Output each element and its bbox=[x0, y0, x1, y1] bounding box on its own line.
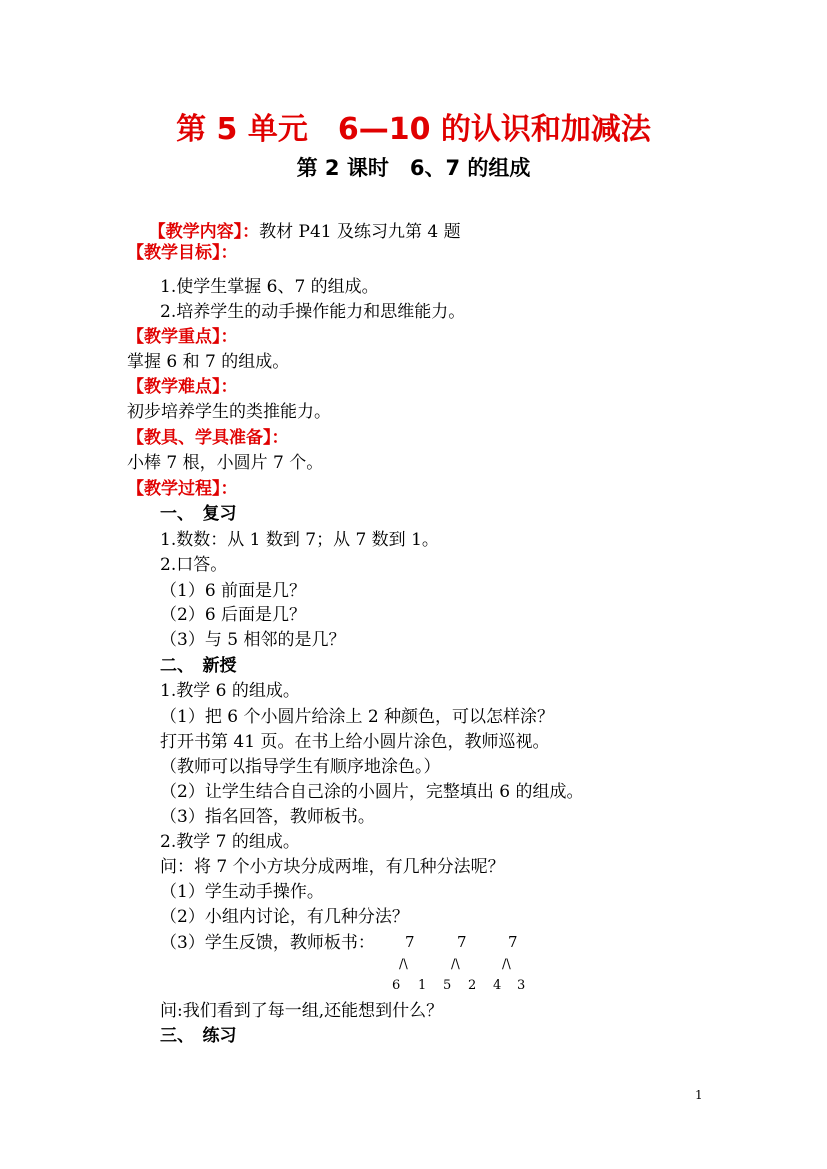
process-line: （教师可以指导学生有顺序地涂色。） bbox=[160, 757, 441, 777]
process-line: （1）6 前面是几？ bbox=[160, 581, 307, 601]
process-line: 问：将 7 个小方块分成两堆，有几种分法呢？ bbox=[160, 857, 505, 877]
process-line: （3）与 5 相邻的是几？ bbox=[160, 630, 346, 650]
unit-title: 第 5 单元 6—10 的认识和加减法 bbox=[176, 112, 651, 147]
key-points-text: 掌握 6 和 7 的组成。 bbox=[127, 352, 290, 372]
page-number: 1 bbox=[695, 1088, 703, 1102]
goal-item: 2.培养学生的动手操作能力和思维能力。 bbox=[160, 302, 466, 322]
board-part: 3 bbox=[517, 978, 526, 993]
process-line: 1.教学 6 的组成。 bbox=[160, 681, 300, 701]
content-label: 【教学内容】： bbox=[148, 222, 260, 242]
process-line: 2.教学 7 的组成。 bbox=[160, 832, 300, 852]
board-part: 6 bbox=[392, 978, 401, 993]
process-line: （1）学生动手操作。 bbox=[160, 882, 324, 902]
process-line: （3）指名回答，教师板书。 bbox=[160, 807, 375, 827]
board-branch: /\ bbox=[502, 957, 511, 972]
board-branch: /\ bbox=[451, 957, 460, 972]
process-line: （3）学生反馈，教师板书： bbox=[160, 933, 375, 953]
process-line: 2.口答。 bbox=[160, 555, 228, 575]
key-points-label: 【教学重点】： bbox=[127, 327, 238, 347]
process-line: （1）把 6 个小圆片给涂上 2 种颜色，可以怎样涂？ bbox=[160, 707, 555, 727]
process-line: （2）让学生结合自己涂的小圆片，完整填出 6 的组成。 bbox=[160, 782, 584, 802]
board-top: 7 bbox=[457, 933, 467, 951]
board-part: 1 bbox=[418, 978, 427, 993]
section-practice: 三、 练习 bbox=[160, 1026, 237, 1046]
section-review: 一、 复习 bbox=[160, 504, 237, 524]
board-part: 5 bbox=[443, 978, 452, 993]
section-new-lesson: 二、 新授 bbox=[160, 656, 237, 676]
process-line: 1.数数：从 1 数到 7；从 7 数到 1。 bbox=[160, 530, 439, 550]
board-branch: /\ bbox=[399, 957, 408, 972]
process-question: 问:我们看到了每一组,还能想到什么？ bbox=[160, 1001, 444, 1021]
process-line: 打开书第 41 页。在书上给小圆片涂色，教师巡视。 bbox=[160, 732, 550, 752]
process-line: （2）小组内讨论，有几种分法？ bbox=[160, 907, 409, 927]
board-part: 2 bbox=[468, 978, 477, 993]
board-top: 7 bbox=[405, 933, 415, 951]
process-label: 【教学过程】： bbox=[127, 479, 238, 499]
lesson-title: 第 2 课时 6、7 的组成 bbox=[296, 156, 531, 180]
difficulties-label: 【教学难点】： bbox=[127, 377, 238, 397]
content-text: 教材 P41 及练习九第 4 题 bbox=[259, 222, 461, 242]
board-part: 4 bbox=[493, 978, 502, 993]
goals-label: 【教学目标】： bbox=[127, 243, 238, 263]
materials-label: 【教具、学具准备】： bbox=[127, 428, 289, 448]
board-top: 7 bbox=[508, 933, 518, 951]
difficulties-text: 初步培养学生的类推能力。 bbox=[127, 402, 331, 422]
process-line: （2）6 后面是几？ bbox=[160, 605, 307, 625]
materials-text: 小棒 7 根，小圆片 7 个。 bbox=[127, 453, 324, 473]
goal-item: 1.使学生掌握 6、7 的组成。 bbox=[160, 277, 379, 297]
